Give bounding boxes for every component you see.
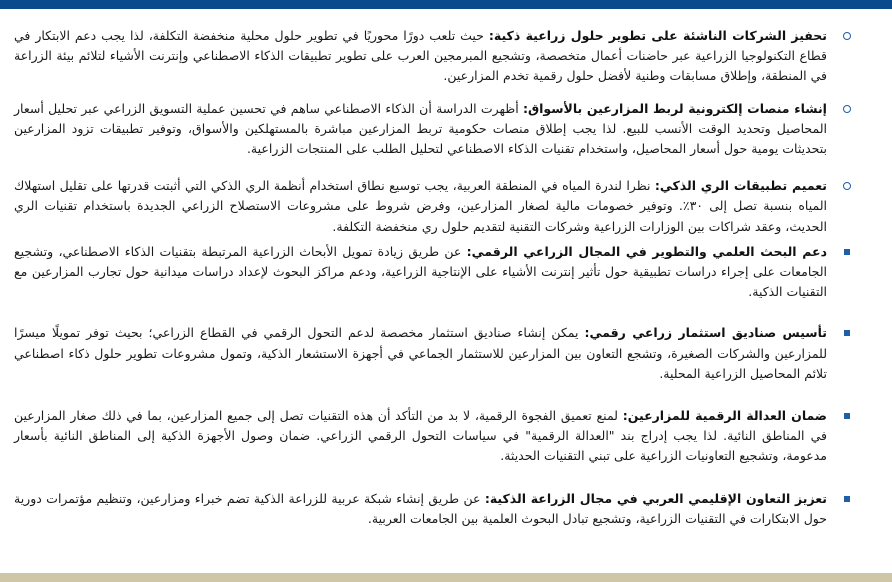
circle-bullet-icon	[841, 103, 853, 115]
circle-bullet-icon	[841, 30, 853, 42]
item-title: إنشاء منصات إلكترونية لربط المزارعين بالأسواق:	[522, 100, 827, 116]
list-item-regional-cooperation	[14, 489, 857, 529]
item-title: تعزيز التعاون الإقليمي العربي في مجال الزراعة الذكية:	[484, 490, 828, 506]
item-text: نظرا لندرة المياه في المنطقة العربية، يجب توسيع نطاق استخدام أنظمة الري الذكي التي أثبتت قدرتها على تقليل استهلاك المياه بنسبة تصل إلى ٣٠٪. وتوفير خصومات مالية لصغار المزارعين، وفرض شروط على مشروعات الاستصلاح الزراعي الجديدة باستخدام تقنيات الري الحديث، وعقد شراكات بين الوزارات الزراعية وشركات التقنية لتقديم حلول ري منخفضة التكلفة.	[14, 178, 827, 234]
item-text: حيث تلعب دورًا محوريًا في تطوير حلول محلية منخفضة التكلفة، لذا يجب دعم الابتكار في قطاع التكنولوجيا الزراعية عبر حاضنات أعمال متخصصة، وتشجيع المبرمجين العرب على تطوير تطبيقات الذكاء الاصطناعي وإنترنت الأشياء لتلائم بيئة الزراعة في المنطقة، وإطلاق مسابقات وطنية لأفضل حلول رقمية تخدم المزارعين.	[14, 28, 827, 84]
list-item-digital-justice	[14, 406, 857, 467]
list-item-investment-funds	[14, 323, 857, 384]
square-bullet-icon	[841, 410, 853, 422]
list-item-startups	[14, 26, 857, 87]
square-bullet-icon	[841, 327, 853, 339]
recommendations-list	[14, 26, 857, 529]
bottom-color-bar	[0, 573, 892, 582]
item-title: تعميم تطبيقات الري الذكي:	[654, 178, 827, 194]
item-title: تأسيس صناديق استثمار زراعي رقمي:	[584, 325, 827, 341]
top-color-bar	[0, 0, 892, 9]
item-title: دعم البحث العلمي والتطوير في المجال الزراعي الرقمي:	[466, 243, 827, 259]
square-bullet-icon	[841, 493, 853, 505]
item-title: ضمان العدالة الرقمية للمزارعين:	[622, 408, 828, 424]
list-item-e-platforms	[14, 99, 857, 160]
item-text: لمنع تعميق الفجوة الرقمية، لا بد من التأكد أن هذه التقنيات تصل إلى جميع المزارعين، بما في ذلك صغار المزارعين في المناطق النائية. لذا يجب إدراج بند "العدالة الرقمية" في سياسات التحول الرقمي الزراعي. ضمان وصول الأجهزة الذكية إلى المناطق النائية بأسعار مدعومة، وتشجيع التعاونيات الزراعية على تبني التقنيات الحديثة.	[14, 408, 827, 464]
item-text: عن طريق زيادة تمويل الأبحاث الزراعية المرتبطة بتقنيات الذكاء الاصطناعي، وتشجيع الجامعات على إجراء دراسات تطبيقية حول تأثير إنترنت الأشياء على الإنتاجية الزراعية، ودعم مراكز البحوث لإعداد دراسات ميدانية حول تجارب المزارعين مع التقنيات الذكية.	[14, 243, 827, 300]
item-text: عن طريق إنشاء شبكة عربية للزراعة الذكية تضم خبراء ومزارعين، وتنظيم مؤتمرات دورية حول الابتكارات في التقنيات الزراعية، وتشجيع تبادل البحوث العلمية بين الجامعات العربية.	[14, 490, 827, 526]
item-text: أظهرت الدراسة أن الذكاء الاصطناعي ساهم في تحسين عملية التسويق الزراعي عبر تحليل أسعار المحاصيل وتحديد الوقت الأنسب للبيع. لذا يجب إطلاق منصات حكومية تربط المزارعين مباشرة بالمستهلكين والأسواق، وتوفير تطبيقات تزود المزارعين بتحديثات يومية حول أسعار المحاصيل، واستخدام تقنيات الذكاء الاصطناعي لتحليل الطلب على المنتجات الزراعية.	[14, 100, 827, 157]
list-item-research	[14, 242, 857, 303]
item-title: تحفيز الشركات الناشئة على تطوير حلول زراعية ذكية:	[488, 28, 828, 43]
item-text: يمكن إنشاء صناديق استثمار مخصصة لدعم التحول الرقمي في القطاع الزراعي؛ بحيث توفر تمويلًا ميسرًا للمزارعين والشركات الصغيرة، وتشجع التعاون بين المزارعين للاستثمار الجماعي في أجهزة الاستشعار الذكية، وتمول مشروعات تطوير حلول ذكاء اصطناعي تلائم المحاصيل الزراعية المحلية.	[14, 325, 827, 381]
circle-bullet-icon	[841, 180, 853, 192]
square-bullet-icon	[841, 246, 853, 258]
list-item-smart-irrigation	[14, 176, 857, 237]
